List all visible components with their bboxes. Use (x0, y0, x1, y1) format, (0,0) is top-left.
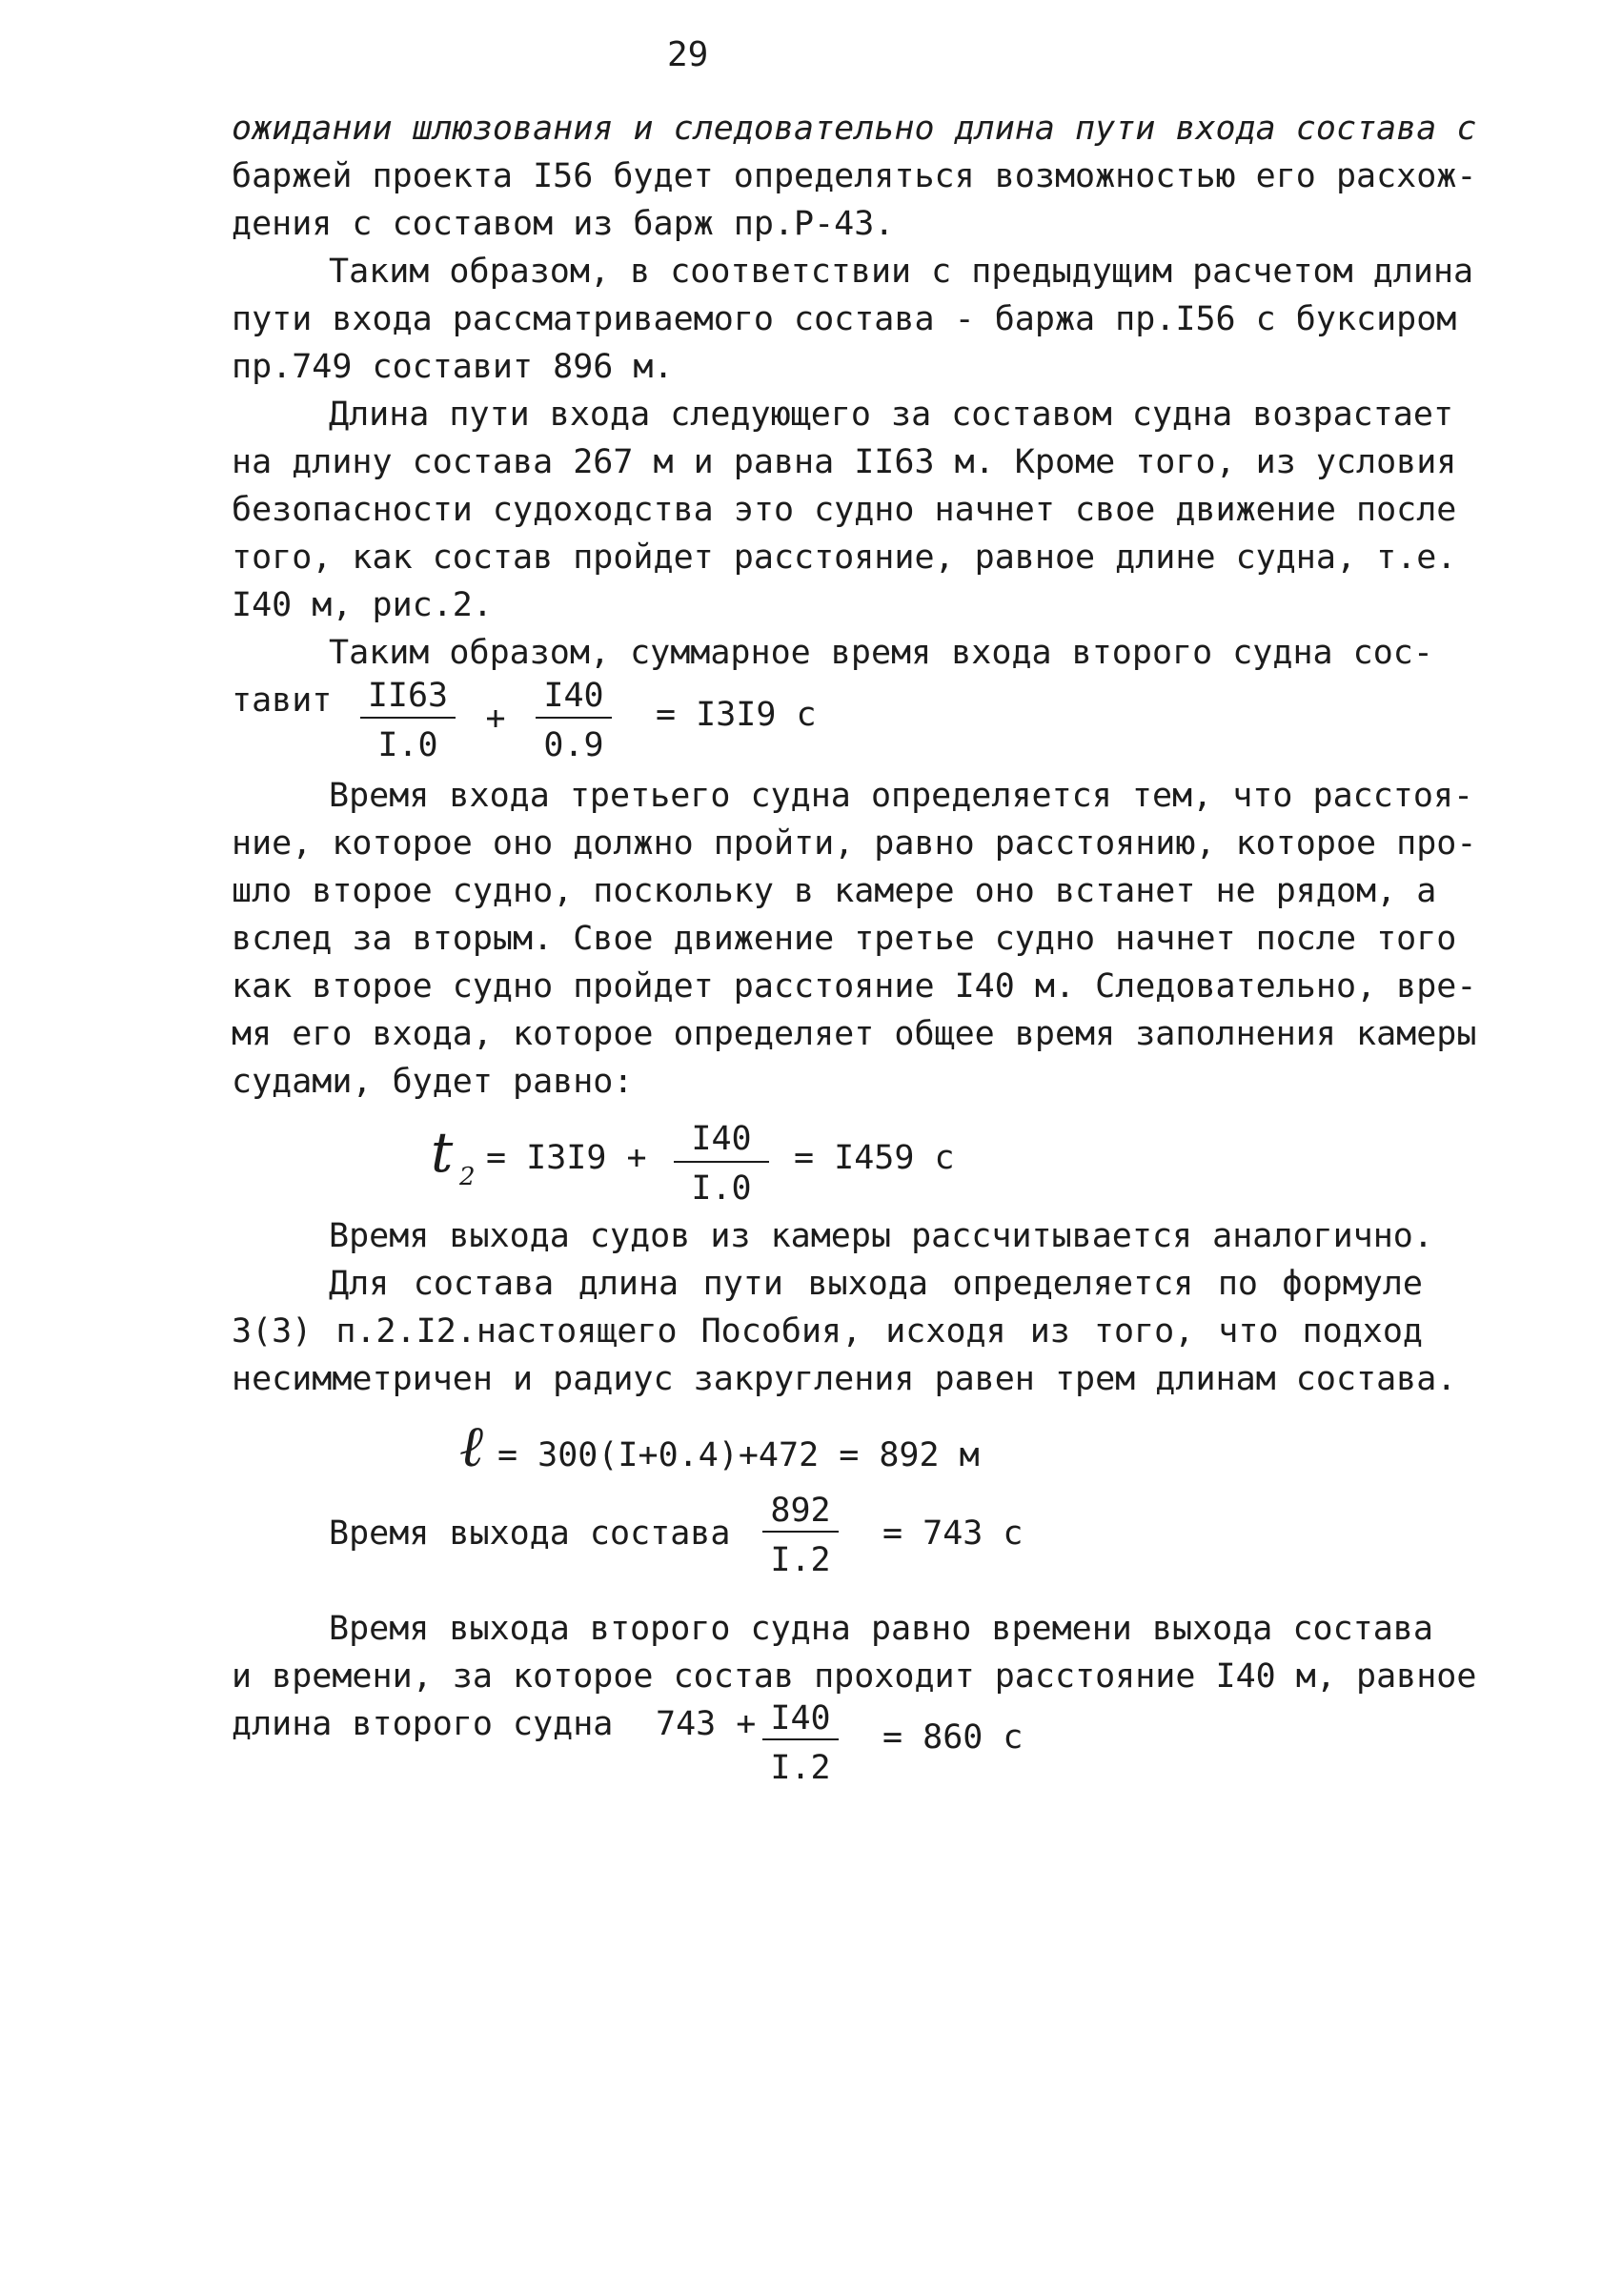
text-line-11: I40 м, рис.2. (232, 586, 493, 624)
text-line-2: баржей проекта I56 будет определяться возможностью его расхож- (232, 157, 1477, 195)
formula5-denominator: I.2 (770, 1749, 831, 1787)
formula1-result: = I3I9 с (656, 696, 817, 734)
formula1-denominator-2: 0.9 (543, 726, 604, 764)
text-line-28: длина второго судна (232, 1705, 614, 1743)
text-line-13: тавит (232, 681, 333, 720)
text-line-20: судами, будет равно: (232, 1063, 634, 1101)
text-line-6: пр.749 составит 896 м. (232, 348, 674, 386)
text-line-19: мя его входа, которое определяет общее время заполнения камеры (232, 1015, 1477, 1053)
formula5-result: = 860 с (882, 1718, 1024, 1757)
formula3-expression: = 300(I+0.4)+472 = 892 м (497, 1436, 980, 1474)
formula1-numerator-2: I40 (543, 677, 604, 715)
formula4-result: = 743 с (882, 1514, 1024, 1553)
formula3-variable: ℓ (459, 1413, 483, 1480)
formula1-fraction-bar-1 (360, 717, 456, 719)
text-line-7: Длина пути входа следующего за составом судна возрастает (329, 396, 1454, 434)
formula2-fraction-bar (674, 1161, 769, 1163)
formula4-fraction-bar (762, 1531, 839, 1533)
text-line-9: безопасности судоходства это судно начнет свое движение после (232, 491, 1457, 529)
formula4-denominator: I.2 (770, 1541, 831, 1579)
text-line-25: Время выхода состава (329, 1514, 731, 1553)
text-line-22: Для состава длина пути выхода определяется по формуле (329, 1265, 1423, 1303)
formula5-lhs: 743 + (656, 1705, 757, 1743)
formula2-variable: t (431, 1120, 454, 1185)
text-line-3: дения с составом из барж пр.Р-43. (232, 205, 895, 243)
formula4-numerator: 892 (770, 1492, 831, 1530)
formula1-denominator-1: I.0 (377, 726, 438, 764)
text-line-15: ние, которое оно должно пройти, равно расстоянию, которое про- (232, 824, 1477, 863)
formula1-fraction-bar-2 (536, 717, 612, 719)
formula2-lhs: = I3I9 + (486, 1139, 647, 1177)
text-line-18: как второе судно пройдет расстояние I40 м. Следовательно, вре- (232, 967, 1477, 1006)
text-line-1: ожидании шлюзования и следовательно длина пути входа состава с (232, 110, 1477, 148)
text-line-4: Таким образом, в соответствии с предыдущим расчетом длина (329, 253, 1474, 291)
formula2-subscript: 2 (459, 1163, 476, 1191)
text-line-12: Таким образом, суммарное время входа второго судна сос- (329, 634, 1433, 672)
formula2-numerator: I40 (691, 1120, 752, 1158)
text-line-24: несимметричен и радиус закругления равен трем длинам состава. (232, 1360, 1457, 1398)
text-line-5: пути входа рассматриваемого состава - баржа пр.I56 с буксиром (232, 300, 1457, 338)
formula2-denominator: I.0 (691, 1169, 752, 1208)
page-number: 29 (667, 35, 709, 74)
formula1-plus: + (485, 700, 506, 738)
formula1-numerator-1: II63 (367, 677, 449, 715)
text-line-16: шло второе судно, поскольку в камере оно встанет не рядом, а (232, 872, 1437, 910)
text-line-27: и времени, за которое состав проходит расстояние I40 м, равное (232, 1657, 1477, 1696)
text-line-10: того, как состав пройдет расстояние, равное длине судна, т.е. (232, 538, 1457, 577)
text-line-17: вслед за вторым. Свое движение третье судно начнет после того (232, 920, 1457, 958)
text-line-26: Время выхода второго судна равно времени выхода состава (329, 1610, 1433, 1648)
text-line-14: Время входа третьего судна определяется тем, что расстоя- (329, 777, 1474, 815)
text-line-8: на длину состава 267 м и равна II63 м. Кроме того, из условия (232, 443, 1457, 481)
formula2-result: = I459 с (794, 1139, 955, 1177)
formula5-numerator: I40 (770, 1699, 831, 1737)
text-line-21: Время выхода судов из камеры рассчитывается аналогично. (329, 1217, 1433, 1255)
text-line-23: 3(3) п.2.I2.настоящего Пособия, исходя из того, что подход (232, 1312, 1423, 1351)
formula5-fraction-bar (762, 1738, 839, 1740)
